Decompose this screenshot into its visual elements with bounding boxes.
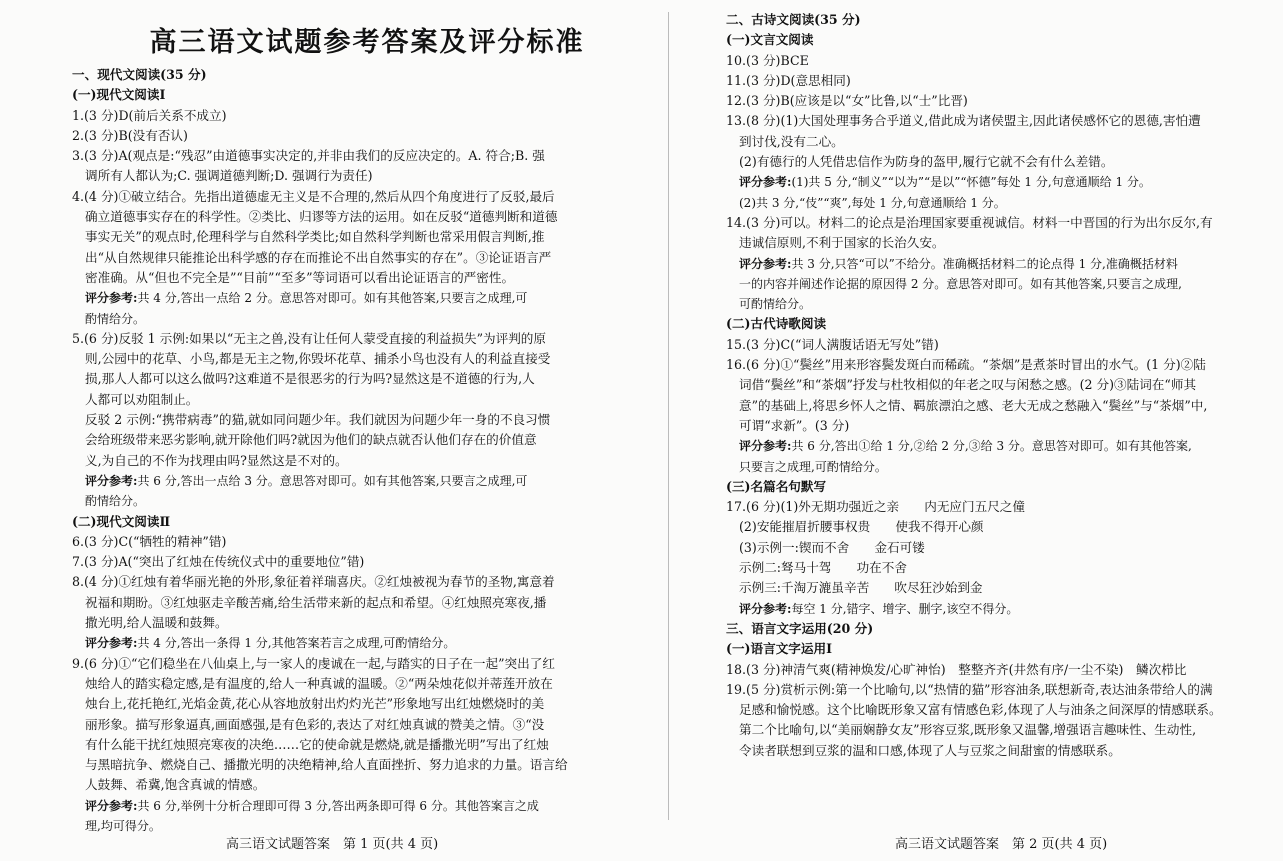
answer-line: 15.(3 分)C(“词人满腹话语无写处”错)	[726, 336, 939, 352]
scoring-text: 共 4 分,答出一条得 1 分,其他答案若言之成理,可酌情给分。	[137, 636, 456, 651]
answer-line-continued: 损,那人人都可以这么做吗?这难道不是很恶劣的行为吗?显然这是不道德的行为,人	[85, 371, 535, 387]
scoring-text: 共 6 分,答出一点给 3 分。意思答对即可。如有其他答案,只要言之成理,可	[137, 473, 528, 488]
section-heading: (三)名篇名句默写	[726, 478, 827, 494]
answer-line-continued: 意”的基础上,将思乡怀人之情、羁旅漂泊之感、老大无成之愁融入“鬓丝”与“茶烟”中,	[739, 397, 1208, 413]
answer-line: 2.(3 分)B(没有否认)	[72, 127, 188, 143]
scoring-note	[726, 172, 1269, 192]
answer-line-continued: 调所有人都认为;C. 强调道德判断;D. 强调行为责任)	[85, 168, 373, 184]
answer-line: 16.(6 分)①“鬓丝”用来形容鬓发斑白而稀疏。“茶烟”是煮茶时冒出的水气。(1 分)②陆	[726, 357, 1206, 373]
answer-line: 18.(3 分)神清气爽(精神焕发/心旷神怡) 整整齐齐(井然有序/一尘不染) 鳞次栉比	[726, 661, 1187, 677]
answer-line: 4.(4 分)①破立结合。先指出道德虚无主义是不合理的,然后从四个角度进行了反驳,最后	[72, 188, 555, 204]
answer-line: 13.(8 分)(1)大国处理事务合乎道义,借此成为诸侯盟主,因此诸侯感怀它的恩德,害怕遭	[726, 113, 1201, 129]
answer-line-continued: 第二个比喻句,以“美丽娴静女友”形容豆浆,既形象又温馨,增强语言趣味性、生动性,	[739, 722, 1197, 738]
section-heading: (二)现代文阅读Ⅱ	[72, 513, 171, 529]
answer-line: 1.(3 分)D(前后关系不成立)	[72, 107, 227, 123]
answer-line-continued: 烛给人的踏实稳定感,是有温度的,给人一种真诚的温暖。②“两朵烛花似并蒂莲开放在	[85, 675, 553, 691]
section-heading: 三、语言文字运用(20 分)	[726, 620, 874, 636]
answer-line: 3.(3 分)A(观点是:“残忍”由道德事实决定的,并非由我们的反应决定的。A. 符合;B. 强	[72, 148, 545, 164]
section-heading: 一、现代文阅读(35 分)	[72, 67, 207, 82]
scoring-text: 每空 1 分,错字、增字、删字,该空不得分。	[791, 601, 1019, 616]
answer-line: 8.(4 分)①红烛有着华丽光艳的外形,象征着祥瑞喜庆。②红烛被视为春节的圣物,寓意着	[72, 574, 555, 590]
answer-line-continued: 确立道德事实存在的科学性。②类比、归谬等方法的运用。如在反驳“道德判断和道德	[85, 209, 558, 225]
scoring-text: 共 3 分,只答“可以”不给分。准确概括材料二的论点得 1 分,准确概括材料	[791, 256, 1178, 271]
answer-line: 7.(3 分)A(“突出了红烛在传统仪式中的重要地位”错)	[72, 554, 365, 570]
scoring-label: 评分参考:	[85, 798, 138, 813]
answer-line-continued: 可谓“求新”。(3 分)	[739, 417, 850, 433]
scoring-note	[72, 471, 622, 491]
scoring-note: 理,均可得分。	[85, 818, 161, 833]
answer-line-continued: 事实无关”的观点时,伦理科学与自然科学类比;如自然科学判断也常采用假言判断,推	[85, 229, 545, 245]
answer-line-continued: 出“从自然规律只能推论出科学感的存在而推论不出自然事实的存在”。③论证语言严	[85, 249, 552, 265]
section-heading: (一)现代文阅读Ⅰ	[72, 87, 166, 103]
scoring-note	[726, 599, 1269, 619]
answer-line-continued: 祝福和期盼。③红烛驱走辛酸苦痛,给生活带来新的起点和希望。④红烛照亮寒夜,播	[85, 594, 547, 610]
scoring-label: 评分参考:	[739, 601, 792, 616]
answer-line-continued: 撒光明,给人温暖和鼓舞。	[85, 615, 228, 631]
section-heading: 二、古诗文阅读(35 分)	[726, 12, 861, 27]
page-1	[0, 0, 640, 861]
page-title: 高三语文试题参考答案及评分标准	[149, 27, 585, 58]
scoring-note: 一的内容并阐述作论据的原因得 2 分。意思答对即可。如有其他答案,只要言之成理,	[739, 276, 1182, 291]
answer-line-continued: 人鼓舞、希冀,饱含真诚的情感。	[85, 777, 266, 793]
section-heading: (一)文言文阅读	[726, 32, 814, 48]
page-2-body	[726, 10, 1269, 761]
scoring-text: 共 6 分,举例十分析合理即可得 3 分,答出两条即可得 6 分。其他答案言之成	[137, 798, 539, 813]
answer-line-continued: (2)有德行的人凭借忠信作为防身的盔甲,履行它就不会有什么差错。	[739, 154, 1114, 170]
scoring-label: 评分参考:	[85, 291, 138, 306]
page-2	[642, 0, 1283, 861]
answer-line-continued: 示例二:驽马十驾 功在不舍	[739, 560, 907, 576]
scoring-note: 酌情给分。	[85, 311, 146, 326]
answer-line: 12.(3 分)B(应该是以“女”比鲁,以“士”比晋)	[726, 93, 968, 109]
scoring-text: 共 4 分,答出一点给 2 分。意思答对即可。如有其他答案,只要言之成理,可	[137, 291, 528, 306]
answer-line-continued: 到讨伐,没有二心。	[739, 133, 844, 149]
answer-line-continued: 违诚信原则,不利于国家的长治久安。	[739, 235, 945, 251]
answer-line: 11.(3 分)D(意思相同)	[726, 72, 851, 88]
answer-line-continued: 丽形象。描写形象逼真,画面感强,是有色彩的,表达了对红烛真诚的赞美之情。③“没	[85, 716, 545, 732]
answer-line: 9.(6 分)①“它们稳坐在八仙桌上,与一家人的虔诚在一起,与踏实的日子在一起”突出了红	[72, 655, 555, 671]
scoring-note	[72, 633, 622, 653]
scoring-label: 评分参考:	[739, 256, 792, 271]
answer-line-continued: (2)安能摧眉折腰事权贵 使我不得开心颜	[739, 519, 984, 535]
scoring-text: (1)共 5 分,“制义”“以为”“是以”“怀德”每处 1 分,句意通顺给 1 分。	[791, 175, 1151, 190]
answer-line-continued: 词借“鬓丝”和“茶烟”抒发与杜牧相似的年老之叹与闲愁之感。(2 分)③陆词在“师其	[739, 377, 1197, 393]
page-1-body	[72, 65, 622, 836]
answer-line-continued: 密准确。从“但也不完全是”“目前”“至多”等词语可以看出论证语言的严密性。	[85, 269, 515, 285]
answer-line-continued: 反驳 2 示例:“携带病毒”的猫,就如同问题少年。我们就因为问题少年一身的不良习惯	[85, 412, 551, 428]
page-2-footer: 高三语文试题答案 第 2 页(共 4 页)	[895, 837, 1108, 852]
answer-line: 17.(6 分)(1)外无期功强近之亲 内无应门五尺之僮	[726, 499, 1025, 515]
answer-line: 19.(5 分)赏析示例:第一个比喻句,以“热情的猫”形容油条,联想新奇,表达油条带给人的满	[726, 681, 1213, 697]
scoring-note: 可酌情给分。	[739, 297, 812, 312]
page-1-footer: 高三语文试题答案 第 1 页(共 4 页)	[226, 837, 439, 852]
answer-line-continued: 有什么能干扰红烛照亮寒夜的决绝……它的使命就是燃烧,就是播撒光明”写出了红烛	[85, 736, 549, 752]
scoring-label: 评分参考:	[85, 473, 138, 488]
scoring-text: 共 6 分,答出①给 1 分,②给 2 分,③给 3 分。意思答对即可。如有其他答案,	[791, 439, 1192, 454]
answer-line-continued: 会给班级带来恶劣影响,就开除他们吗?就因为他们的缺点就否认他们存在的价值意	[85, 432, 537, 448]
answer-line: 6.(3 分)C(“牺牲的精神”错)	[72, 533, 227, 549]
scoring-note: (2)共 3 分,“伎”“爽”,每处 1 分,句意通顺给 1 分。	[739, 195, 1006, 210]
scoring-label: 评分参考:	[739, 439, 792, 454]
answer-line-continued: 与黑暗抗争、燃烧自己、播撒光明的决绝精神,给人直面挫折、努力追求的力量。语言给	[85, 757, 568, 773]
section-heading: (二)古代诗歌阅读	[726, 316, 827, 332]
scoring-note: 酌情给分。	[85, 494, 146, 509]
scoring-note	[726, 254, 1269, 274]
scoring-note: 只要言之成理,可酌情给分。	[739, 459, 887, 474]
scoring-label: 评分参考:	[85, 636, 138, 651]
answer-line-continued: 令读者联想到豆浆的温和口感,体现了人与豆浆之间甜蜜的情感联系。	[739, 742, 1121, 758]
answer-line-continued: (3)示例一:锲而不舍 金石可镂	[739, 539, 925, 555]
answer-line-continued: 则,公园中的花草、小鸟,都是无主之物,你毁坏花草、捕杀小鸟也没有人的利益直接受	[85, 351, 551, 367]
scoring-label: 评分参考:	[739, 175, 792, 190]
answer-line-continued: 人都可以劝阻制止。	[85, 391, 199, 407]
scoring-note	[726, 436, 1269, 456]
answer-line: 10.(3 分)BCE	[726, 52, 809, 68]
answer-line-continued: 足感和愉悦感。这个比喻既形象又富有情感色彩,体现了人与油条之间深厚的情感联系。	[739, 702, 1222, 718]
answer-line-continued: 义,为自己的不作为找理由吗?显然这是不对的。	[85, 452, 348, 468]
answer-line: 5.(6 分)反驳 1 示例:如果以“无主之兽,没有让任何人蒙受直接的利益损失”为评判的原	[72, 330, 546, 346]
scoring-note	[72, 288, 622, 308]
answer-line-continued: 烛台上,花托艳红,光焰金黄,花心从容地放射出灼灼光芒”形象地写出红烛燃烧时的美	[85, 696, 545, 712]
scoring-note	[72, 796, 622, 816]
section-heading: (一)语言文字运用Ⅰ	[726, 641, 832, 657]
answer-line-continued: 示例三:千淘万漉虽辛苦 吹尽狂沙始到金	[739, 580, 983, 596]
answer-line: 14.(3 分)可以。材料二的论点是治理国家要重视诚信。材料一中晋国的行为出尔反尔,有	[726, 214, 1213, 230]
